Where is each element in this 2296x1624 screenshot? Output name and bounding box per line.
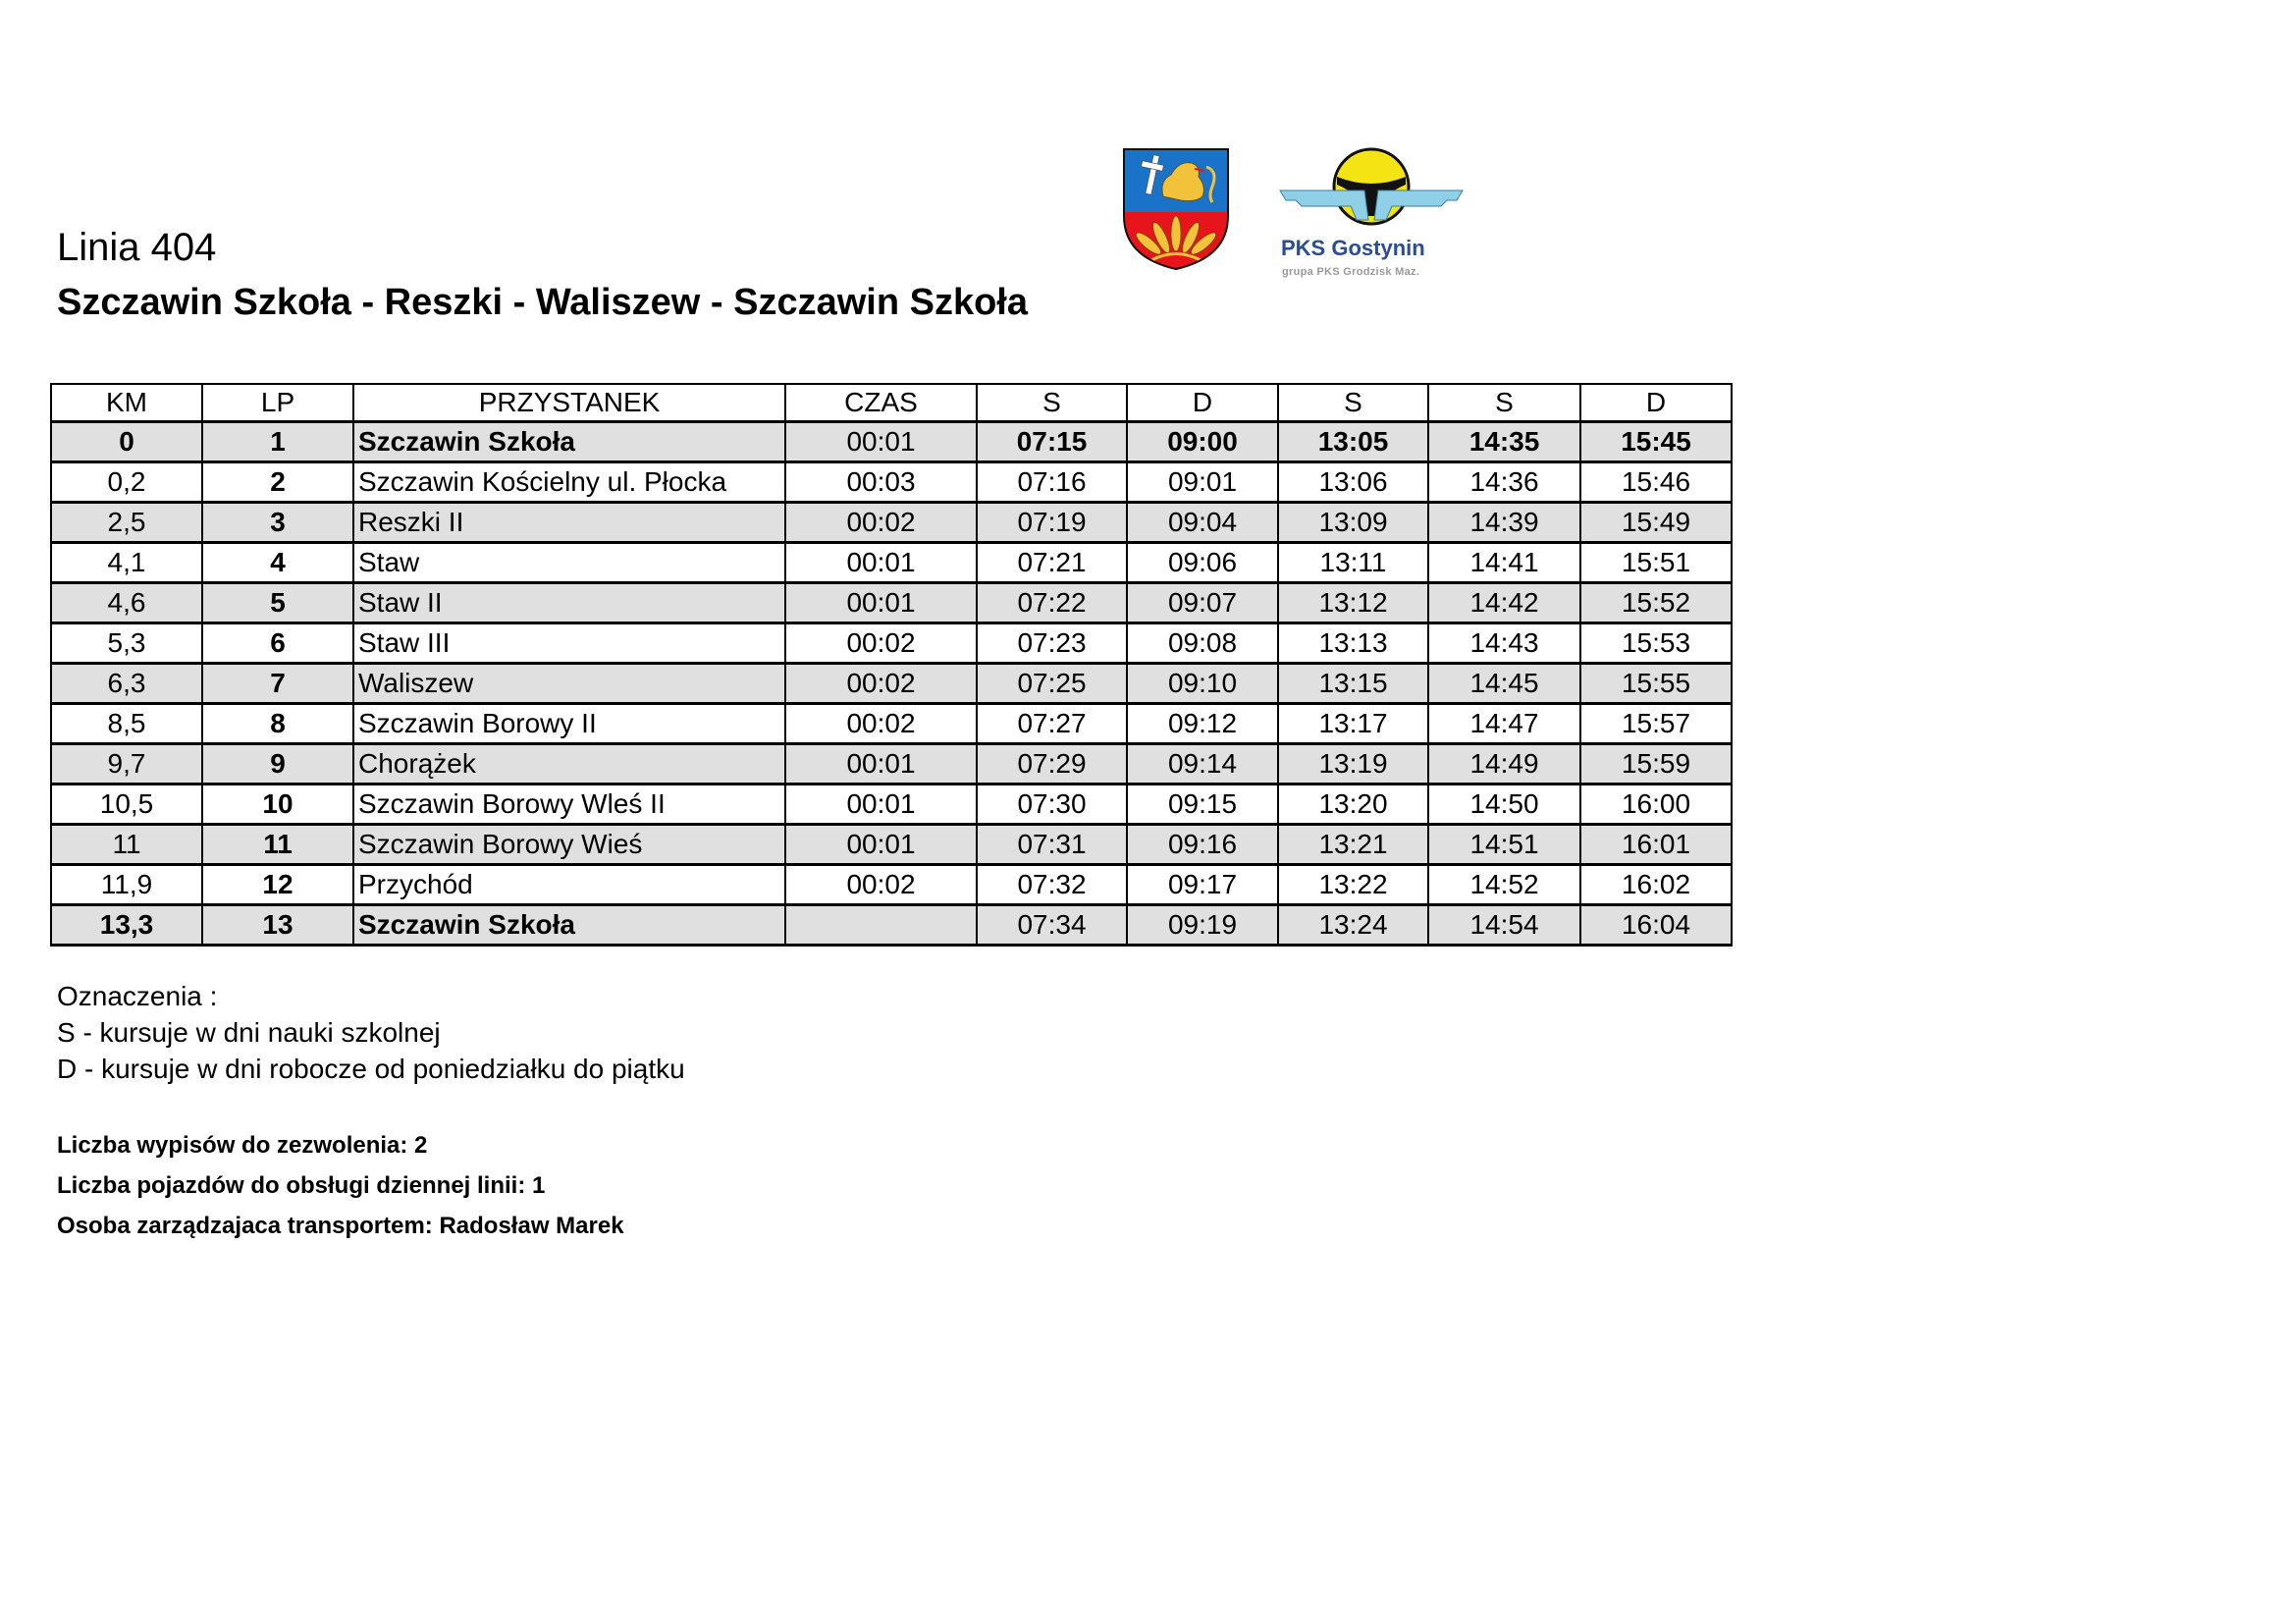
table-row: [51, 905, 1732, 946]
info-permit-extracts: Liczba wypisów do zezwolenia: 2: [57, 1132, 428, 1159]
column-header-km: KM: [51, 384, 202, 422]
cell-departure-time: 14:42: [1428, 583, 1580, 623]
cell-departure-time: 07:22: [977, 583, 1127, 623]
cell-departure-time: 15:59: [1580, 744, 1732, 785]
cell-departure-time: 14:52: [1428, 865, 1580, 905]
column-header-run-1: S: [977, 384, 1127, 422]
cell-km: 10,5: [51, 785, 202, 825]
cell-departure-time: 14:49: [1428, 744, 1580, 785]
legend-item-d: D - kursuje w dni robocze od poniedziałku do piątku: [57, 1054, 685, 1084]
cell-departure-time: 09:16: [1127, 825, 1278, 865]
cell-departure-time: 13:19: [1278, 744, 1428, 785]
cell-departure-time: 14:54: [1428, 905, 1580, 946]
cell-departure-time: 09:17: [1127, 865, 1278, 905]
cell-stop: Staw III: [353, 623, 785, 664]
table-row: [51, 583, 1732, 623]
cell-departure-time: 16:02: [1580, 865, 1732, 905]
cell-departure-time: 14:35: [1428, 422, 1580, 462]
cell-czas: 00:02: [785, 664, 977, 704]
table-row: [51, 704, 1732, 744]
cell-departure-time: 07:16: [977, 462, 1127, 503]
cell-departure-time: 15:49: [1580, 503, 1732, 543]
cell-stop: Przychód: [353, 865, 785, 905]
table-row: [51, 825, 1732, 865]
pks-logo-icon: [1272, 147, 1482, 285]
cell-departure-time: 13:15: [1278, 664, 1428, 704]
table-row: [51, 664, 1732, 704]
cell-km: 8,5: [51, 704, 202, 744]
cell-departure-time: 14:36: [1428, 462, 1580, 503]
cell-czas: 00:01: [785, 785, 977, 825]
table-header-row: [51, 384, 1732, 422]
cell-lp: 5: [202, 583, 353, 623]
cell-stop: Staw: [353, 543, 785, 583]
cell-stop: Staw II: [353, 583, 785, 623]
cell-departure-time: 07:32: [977, 865, 1127, 905]
route-title: Szczawin Szkoła - Reszki - Waliszew - Szczawin Szkoła: [57, 282, 1029, 323]
cell-departure-time: 07:34: [977, 905, 1127, 946]
cell-lp: 13: [202, 905, 353, 946]
coat-of-arms-icon: [1122, 147, 1230, 271]
cell-departure-time: 15:51: [1580, 543, 1732, 583]
cell-km: 4,1: [51, 543, 202, 583]
cell-lp: 3: [202, 503, 353, 543]
cell-departure-time: 14:43: [1428, 623, 1580, 664]
cell-departure-time: 07:29: [977, 744, 1127, 785]
cell-departure-time: 09:15: [1127, 785, 1278, 825]
cell-lp: 2: [202, 462, 353, 503]
cell-departure-time: 15:52: [1580, 583, 1732, 623]
cell-departure-time: 16:00: [1580, 785, 1732, 825]
cell-km: 11: [51, 825, 202, 865]
cell-departure-time: 15:45: [1580, 422, 1732, 462]
cell-lp: 9: [202, 744, 353, 785]
cell-departure-time: 14:41: [1428, 543, 1580, 583]
cell-departure-time: 07:31: [977, 825, 1127, 865]
cell-czas: 00:01: [785, 543, 977, 583]
permit-info: [57, 1125, 624, 1246]
cell-departure-time: 09:00: [1127, 422, 1278, 462]
cell-departure-time: 13:09: [1278, 503, 1428, 543]
line-number: Linia 404: [57, 226, 217, 269]
cell-czas: 00:02: [785, 865, 977, 905]
cell-departure-time: 13:17: [1278, 704, 1428, 744]
cell-departure-time: 09:07: [1127, 583, 1278, 623]
cell-czas: [785, 905, 977, 946]
table-row: [51, 503, 1732, 543]
cell-departure-time: 07:23: [977, 623, 1127, 664]
cell-departure-time: 09:14: [1127, 744, 1278, 785]
legend-title: Oznaczenia :: [57, 981, 218, 1011]
legend-item-s: S - kursuje w dni nauki szkolnej: [57, 1017, 441, 1048]
cell-stop: Szczawin Szkoła: [353, 422, 785, 462]
cell-departure-time: 09:10: [1127, 664, 1278, 704]
cell-departure-time: 15:55: [1580, 664, 1732, 704]
cell-departure-time: 14:47: [1428, 704, 1580, 744]
cell-departure-time: 07:15: [977, 422, 1127, 462]
cell-departure-time: 07:30: [977, 785, 1127, 825]
column-header-lp: LP: [202, 384, 353, 422]
cell-km: 11,9: [51, 865, 202, 905]
table-row: [51, 462, 1732, 503]
table-row: [51, 785, 1732, 825]
cell-stop: Szczawin Borowy II: [353, 704, 785, 744]
cell-departure-time: 15:53: [1580, 623, 1732, 664]
cell-stop: Waliszew: [353, 664, 785, 704]
cell-km: 9,7: [51, 744, 202, 785]
cell-lp: 10: [202, 785, 353, 825]
table-row: [51, 623, 1732, 664]
cell-lp: 8: [202, 704, 353, 744]
cell-stop: Szczawin Kościelny ul. Płocka: [353, 462, 785, 503]
cell-km: 0,2: [51, 462, 202, 503]
table-row: [51, 543, 1732, 583]
cell-departure-time: 07:21: [977, 543, 1127, 583]
cell-departure-time: 13:20: [1278, 785, 1428, 825]
cell-km: 5,3: [51, 623, 202, 664]
cell-departure-time: 14:45: [1428, 664, 1580, 704]
cell-stop: Reszki II: [353, 503, 785, 543]
table-row: [51, 744, 1732, 785]
cell-departure-time: 16:01: [1580, 825, 1732, 865]
cell-czas: 00:01: [785, 583, 977, 623]
cell-czas: 00:02: [785, 503, 977, 543]
cell-lp: 6: [202, 623, 353, 664]
cell-czas: 00:01: [785, 825, 977, 865]
cell-departure-time: 09:12: [1127, 704, 1278, 744]
cell-departure-time: 13:13: [1278, 623, 1428, 664]
table-row: [51, 865, 1732, 905]
pks-logo-name: PKS Gostynin: [1281, 236, 1425, 260]
table-row: [51, 422, 1732, 462]
cell-departure-time: 13:24: [1278, 905, 1428, 946]
cell-lp: 11: [202, 825, 353, 865]
cell-departure-time: 13:22: [1278, 865, 1428, 905]
cell-departure-time: 15:57: [1580, 704, 1732, 744]
cell-departure-time: 07:25: [977, 664, 1127, 704]
cell-km: 13,3: [51, 905, 202, 946]
cell-km: 4,6: [51, 583, 202, 623]
cell-departure-time: 13:21: [1278, 825, 1428, 865]
cell-departure-time: 09:19: [1127, 905, 1278, 946]
cell-departure-time: 07:27: [977, 704, 1127, 744]
cell-departure-time: 09:08: [1127, 623, 1278, 664]
cell-stop: Szczawin Borowy Wleś II: [353, 785, 785, 825]
cell-lp: 1: [202, 422, 353, 462]
cell-stop: Szczawin Szkoła: [353, 905, 785, 946]
cell-czas: 00:02: [785, 704, 977, 744]
column-header-run-3: S: [1278, 384, 1428, 422]
cell-departure-time: 14:50: [1428, 785, 1580, 825]
legend: [57, 978, 685, 1087]
cell-czas: 00:01: [785, 422, 977, 462]
cell-departure-time: 13:06: [1278, 462, 1428, 503]
cell-stop: Szczawin Borowy Wieś: [353, 825, 785, 865]
cell-lp: 7: [202, 664, 353, 704]
cell-departure-time: 16:04: [1580, 905, 1732, 946]
cell-departure-time: 13:05: [1278, 422, 1428, 462]
column-header-run-2: D: [1127, 384, 1278, 422]
info-vehicles-count: Liczba pojazdów do obsługi dziennej linii: 1: [57, 1172, 546, 1199]
cell-km: 0: [51, 422, 202, 462]
cell-departure-time: 09:06: [1127, 543, 1278, 583]
cell-departure-time: 13:12: [1278, 583, 1428, 623]
column-header-stop: PRZYSTANEK: [353, 384, 785, 422]
cell-departure-time: 09:04: [1127, 503, 1278, 543]
cell-lp: 4: [202, 543, 353, 583]
timetable: [50, 383, 1733, 947]
cell-km: 6,3: [51, 664, 202, 704]
info-transport-manager: Osoba zarządzajaca transportem: Radosław Marek: [57, 1213, 624, 1239]
pks-logo-subtitle: grupa PKS Grodzisk Maz.: [1282, 266, 1420, 278]
column-header-czas: CZAS: [785, 384, 977, 422]
cell-departure-time: 15:46: [1580, 462, 1732, 503]
cell-czas: 00:01: [785, 744, 977, 785]
cell-lp: 12: [202, 865, 353, 905]
cell-czas: 00:03: [785, 462, 977, 503]
cell-departure-time: 13:11: [1278, 543, 1428, 583]
column-header-run-4: S: [1428, 384, 1580, 422]
cell-km: 2,5: [51, 503, 202, 543]
cell-stop: Chorążek: [353, 744, 785, 785]
cell-departure-time: 14:39: [1428, 503, 1580, 543]
column-header-run-5: D: [1580, 384, 1732, 422]
cell-departure-time: 14:51: [1428, 825, 1580, 865]
cell-departure-time: 09:01: [1127, 462, 1278, 503]
cell-czas: 00:02: [785, 623, 977, 664]
cell-departure-time: 07:19: [977, 503, 1127, 543]
